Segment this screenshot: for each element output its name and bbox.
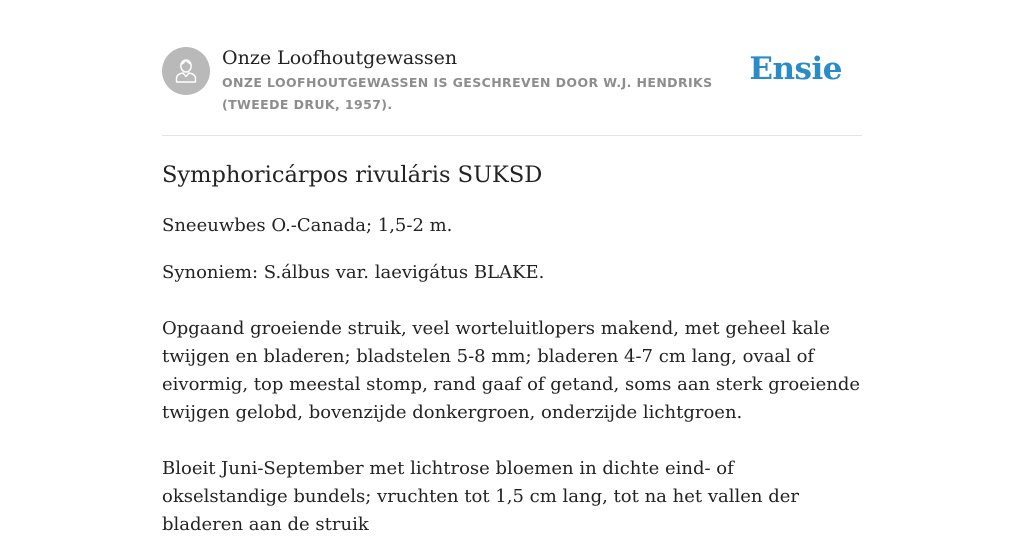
ensie-logo[interactable]: Ensie (749, 51, 842, 87)
entry-paragraph: Synoniem: S.álbus var. laevigátus BLAKE. (162, 262, 545, 283)
entry-paragraph: Sneeuwbes O.-Canada; 1,5-2 m. (162, 215, 453, 236)
entry-paragraph: Opgaand groeiende struik, veel worteluitlopers makend, met geheel kale twijgen en bladeren; bladstelen 5-8 mm; bladeren 4-7 cm lang, ovaal of eivormig, top meestal stomp, rand gaaf of getand, soms aan sterk groeiende twijgen gelobd, bovenzijde donkergroen, onderzijde lichtgroen. (162, 318, 861, 423)
source-header (162, 44, 862, 134)
entry-paragraph: Bloeit Juni-September met lichtrose bloemen in dichte eind- of okselstandige bundels; vruchten tot 1,5 cm lang, tot na het vallen der bladeren aan de struik (162, 458, 799, 535)
header-divider (162, 135, 862, 136)
entry-content (162, 158, 862, 539)
source-title[interactable]: Onze Loofhoutgewassen (222, 47, 458, 69)
source-subtitle: ONZE LOOFHOUTGEWASSEN IS GESCHREVEN DOOR W.J. HENDRIKS (TWEEDE DRUK, 1957). (222, 75, 713, 112)
user-avatar-icon[interactable] (162, 47, 210, 95)
entry-title: Symphoricárpos rivuláris SUKSD (162, 162, 543, 188)
